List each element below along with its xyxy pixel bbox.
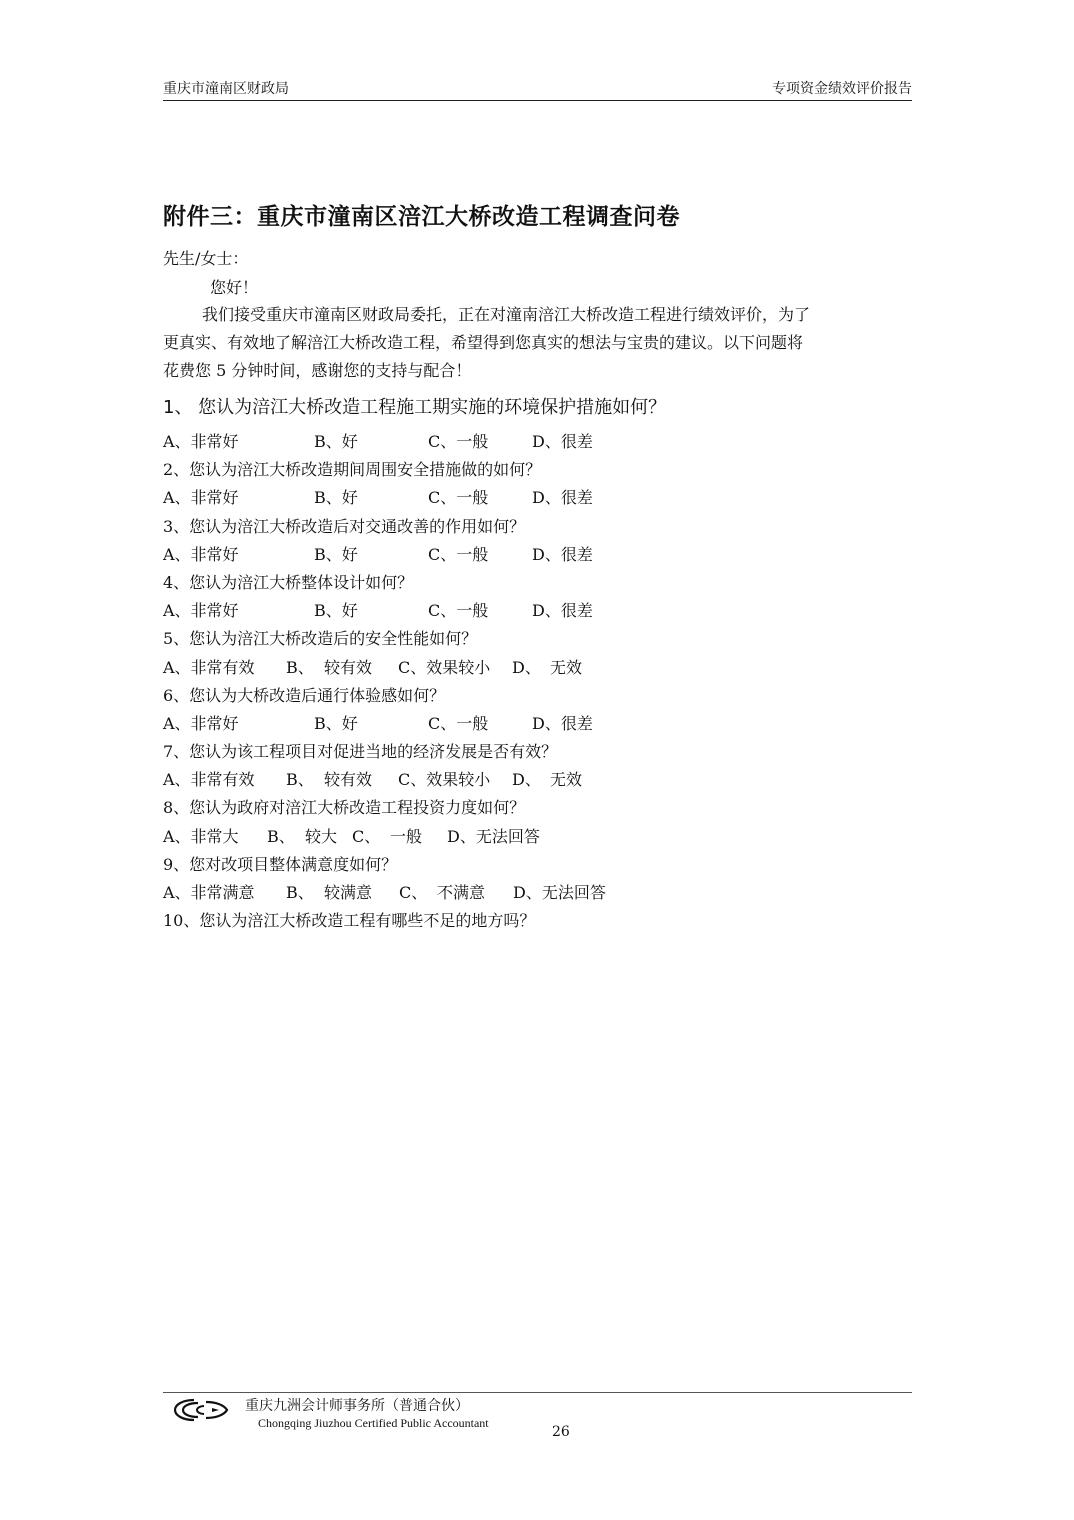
option: A、非常大 [163,826,239,846]
option: C、一般 [428,713,489,733]
greeting: 您好！ [210,278,259,297]
option: D、 [512,770,541,790]
option: 无效 [550,770,583,790]
option: 较有效 [324,770,373,790]
option: 较满意 [324,883,373,902]
page-number: 26 [552,1424,570,1440]
question-text: 4、您认为涪江大桥整体设计如何？ [163,572,414,592]
option: C、一般 [428,544,489,564]
option: A、非常满意 [163,883,255,902]
question-text: 7、您认为该工程项目对促进当地的经济发展是否有效？ [163,742,558,762]
intro-line: 我们接受重庆市潼南区财政局委托，正在对潼南涪江大桥改造工程进行绩效评价，为了 [202,305,811,324]
question-text: 5、您认为涪江大桥改造后的安全性能如何？ [163,629,478,649]
option: 不满意 [437,883,486,902]
options-row [163,766,583,794]
questionnaire [163,428,606,935]
salutation: 先生/女士： [163,249,249,268]
footer-company-cn: 重庆九洲会计师事务所（普通合伙） [245,1398,469,1414]
option: C、效果较小 [398,770,491,790]
question-text: 10、您认为涪江大桥改造工程有哪些不足的地方吗？ [163,911,536,931]
options-row [163,484,593,512]
option: 一般 [390,826,423,846]
option: D、很差 [532,432,593,451]
options-row [163,823,557,851]
header-right-text: 专项资金绩效评价报告 [772,81,912,97]
options-row [163,597,593,625]
option: A、非常好 [163,713,239,733]
options-row [163,541,593,569]
option: B、 [267,826,295,846]
option: A、非常好 [163,544,239,564]
option: C、 [352,826,381,846]
question-text: 2、您认为涪江大桥改造期间周围安全措施做的如何？ [163,460,542,480]
company-logo-icon [172,1396,230,1424]
option: A、非常好 [163,601,239,621]
option: B、好 [314,544,358,564]
question-text: 9、您对改项目整体满意度如何？ [163,854,398,874]
option: C、一般 [428,488,489,508]
option: A、非常好 [163,488,239,508]
option: 较有效 [324,657,373,677]
option: B、 [286,883,314,902]
question-text: 6、您认为大桥改造后通行体验感如何？ [163,685,446,705]
option: 无效 [550,657,583,677]
option: B、好 [314,488,358,508]
header-left-text: 重庆市潼南区财政局 [163,81,289,97]
option: B、 [286,657,314,677]
footer-divider [163,1392,912,1393]
option: C、一般 [428,432,489,451]
option: D、无法回答 [513,883,606,902]
option: A、非常有效 [163,770,255,790]
document-title: 附件三：重庆市潼南区涪江大桥改造工程调查问卷 [163,204,680,230]
option: D、 [512,657,541,677]
option: D、很差 [532,601,593,621]
option: A、非常好 [163,432,239,451]
option: C、 [399,883,428,902]
options-row [163,654,583,682]
option: B、好 [314,601,358,621]
intro-line: 花费您 5 分钟时间，感谢您的支持与配合！ [163,361,472,380]
intro-line: 更真实、有效地了解涪江大桥改造工程，希望得到您真实的想法与宝贵的建议。以下问题将 [163,333,804,352]
option: B、 [286,770,314,790]
option: D、无法回答 [447,826,540,846]
option: B、好 [314,432,358,451]
option: A、非常有效 [163,657,255,677]
options-row [163,710,593,738]
question-1: 1、 您认为涪江大桥改造工程施工期实施的环境保护措施如何？ [163,397,667,418]
options-row [163,879,606,907]
question-text: 3、您认为涪江大桥改造后对交通改善的作用如何？ [163,516,526,536]
footer-company-en: Chongqing Jiuzhou Certified Public Accountant [258,1416,489,1430]
intro-paragraph [163,301,915,385]
page-header [163,76,912,101]
option: B、好 [314,713,358,733]
options-row [163,428,593,456]
option: D、很差 [532,544,593,564]
option: D、很差 [532,713,593,733]
option: C、一般 [428,601,489,621]
question-text: 8、您认为政府对涪江大桥改造工程投资力度如何？ [163,798,526,818]
option: C、效果较小 [398,657,491,677]
option: 较大 [305,826,338,846]
option: D、很差 [532,488,593,508]
